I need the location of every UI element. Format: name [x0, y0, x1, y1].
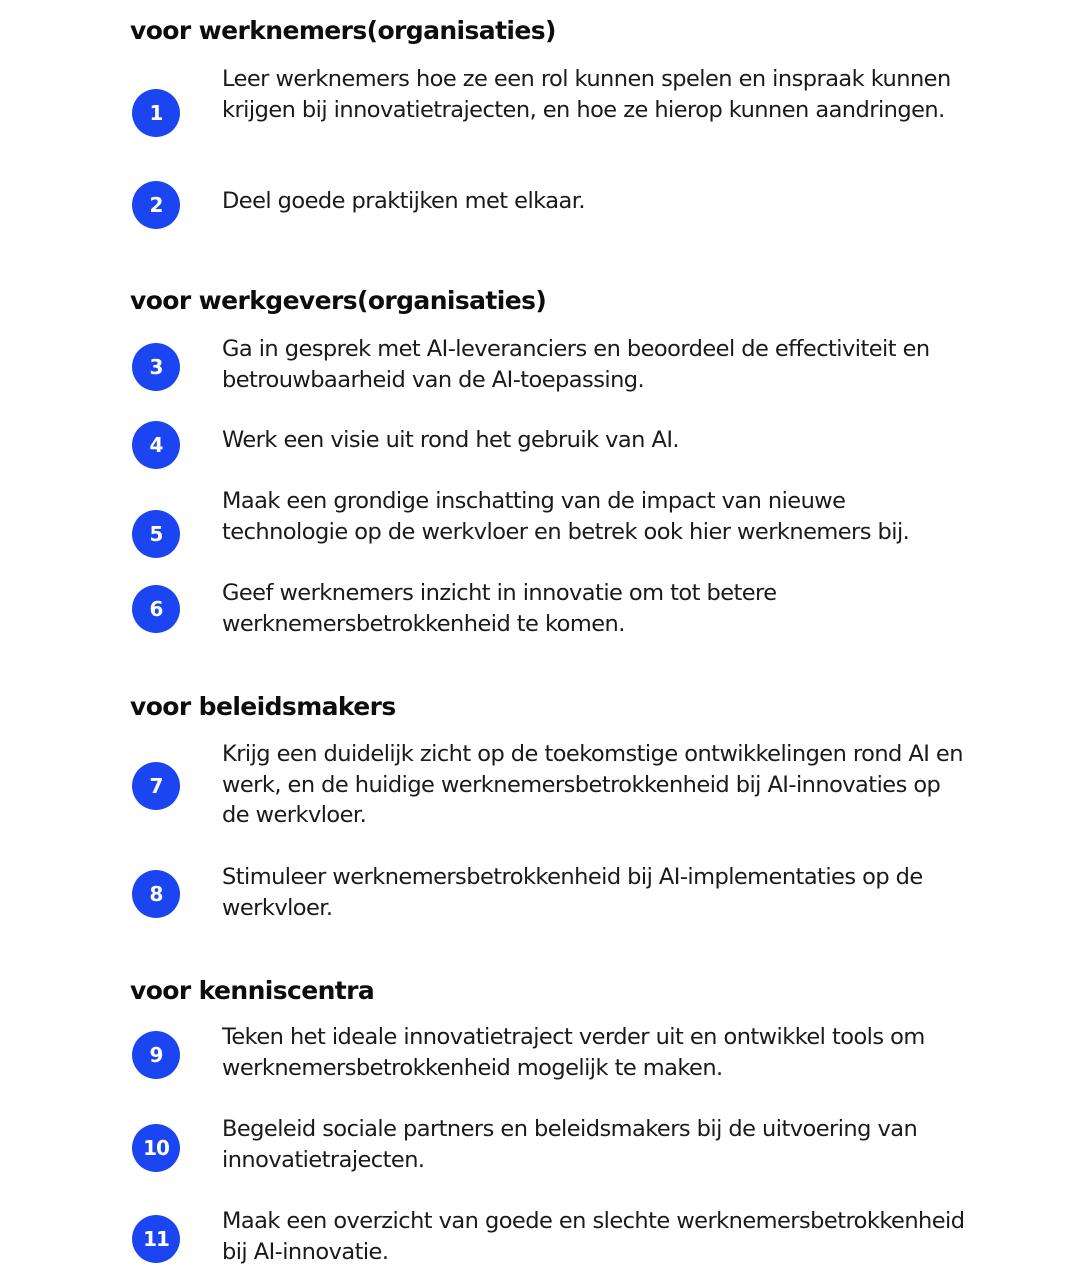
list-item — [132, 486, 972, 550]
list-item — [132, 425, 972, 473]
item-text: Stimuleer werknemersbetrokkenheid bij AI-implementaties op de werkvloer. — [222, 864, 923, 921]
number-badge: 3 — [132, 343, 180, 391]
list-item — [132, 862, 972, 926]
number-badge: 10 — [132, 1124, 180, 1172]
list-item — [132, 64, 972, 160]
section-heading-werknemers: voor werknemers(organisaties) — [130, 16, 556, 45]
item-text: Krijg een duidelijk zicht op de toekomstige ontwikkelingen rond AI en werk, en de huidige werknemersbetrokkenheid bij AI-innovaties op de werkvloer. — [222, 741, 963, 828]
item-text: Werk een visie uit rond het gebruik van AI. — [222, 427, 680, 453]
list-item — [132, 739, 972, 835]
number-badge: 9 — [132, 1031, 180, 1079]
list-item — [132, 186, 972, 234]
section-heading-werkgevers: voor werkgevers(organisaties) — [130, 286, 547, 315]
item-text: Maak een grondige inschatting van de impact van nieuwe technologie op de werkvloer en betrek ook hier werknemers bij. — [222, 488, 910, 545]
number-badge: 4 — [132, 421, 180, 469]
number-badge: 6 — [132, 585, 180, 633]
number-badge: 8 — [132, 870, 180, 918]
item-text: Leer werknemers hoe ze een rol kunnen spelen en inspraak kunnen krijgen bij innovatietrajecten, en hoe ze hierop kunnen aandringen. — [222, 66, 951, 123]
list-item — [132, 578, 972, 642]
number-badge: 7 — [132, 762, 180, 810]
item-text: Maak een overzicht van goede en slechte werknemersbetrokkenheid bij AI-innovatie. — [222, 1208, 965, 1265]
item-text: Ga in gesprek met AI-leveranciers en beoordeel de effectiviteit en betrouwbaarheid van de AI-toepassing. — [222, 336, 930, 393]
number-badge: 5 — [132, 510, 180, 558]
section-heading-kenniscentra: voor kenniscentra — [130, 976, 375, 1005]
list-item — [132, 1022, 972, 1086]
item-text: Deel goede praktijken met elkaar. — [222, 188, 585, 214]
item-text: Begeleid sociale partners en beleidsmakers bij de uitvoering van innovatietrajecten. — [222, 1116, 918, 1173]
number-badge: 2 — [132, 181, 180, 229]
section-heading-beleidsmakers: voor beleidsmakers — [130, 692, 396, 721]
list-item — [132, 1206, 972, 1270]
item-text: Geef werknemers inzicht in innovatie om tot betere werknemersbetrokkenheid te komen. — [222, 580, 777, 637]
item-text: Teken het ideale innovatietraject verder uit en ontwikkel tools om werknemersbetrokkenheid mogelijk te maken. — [222, 1024, 925, 1081]
list-item — [132, 334, 972, 398]
number-badge: 11 — [132, 1215, 180, 1263]
number-badge: 1 — [132, 89, 180, 137]
list-item — [132, 1114, 972, 1178]
